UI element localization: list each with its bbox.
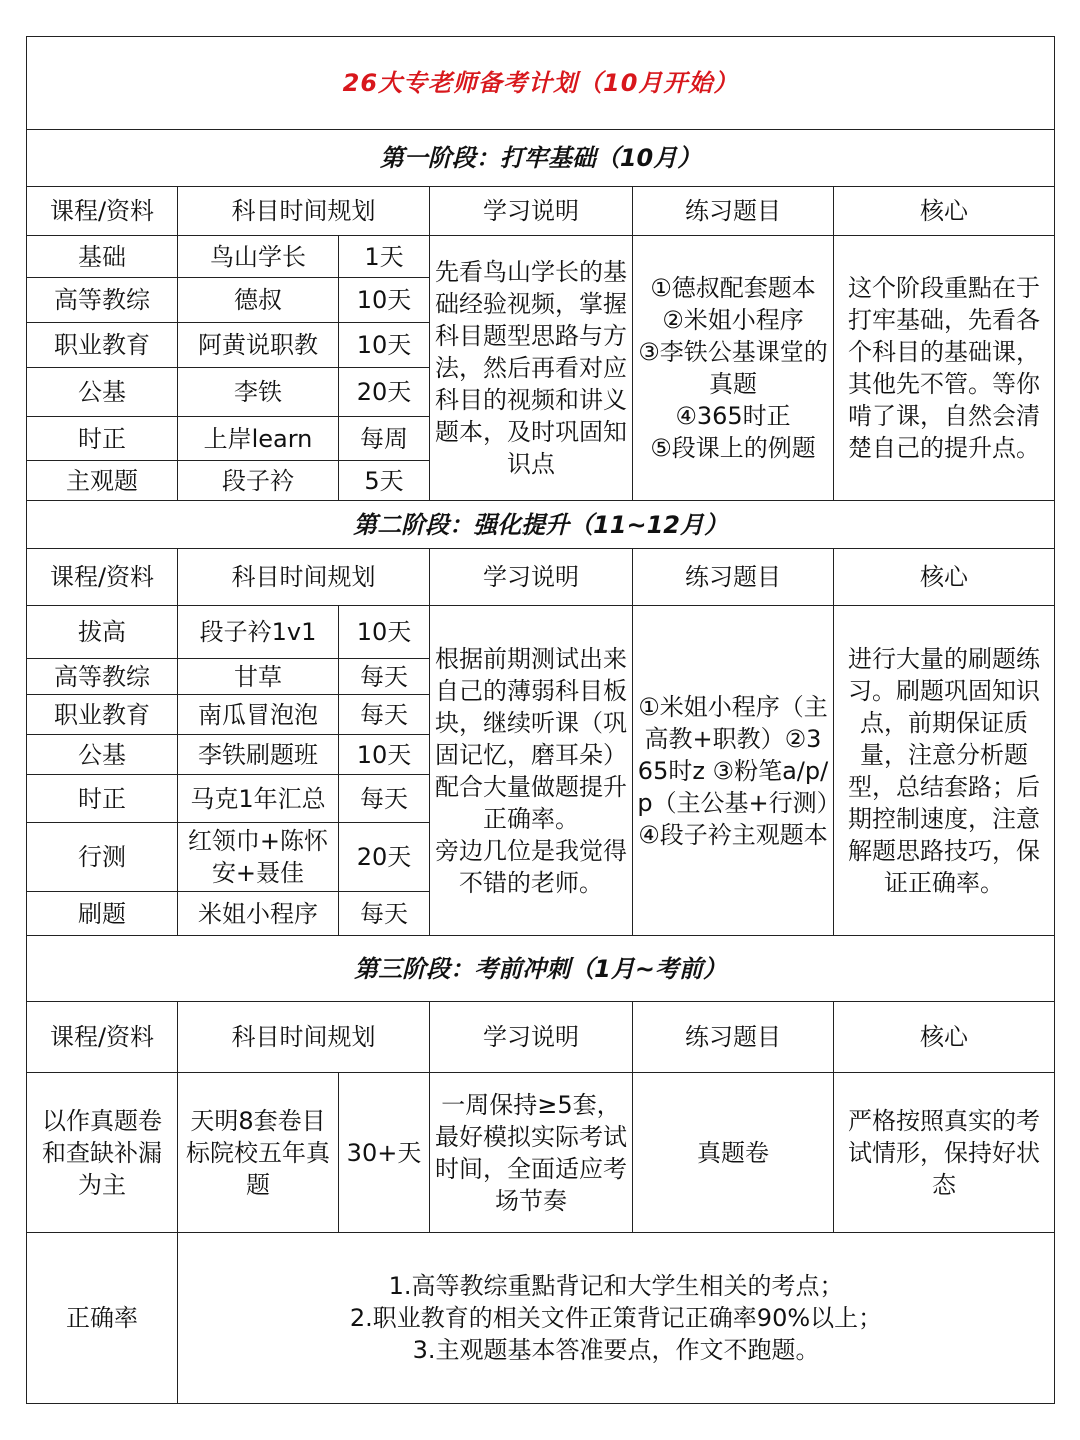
stage2-description bbox=[430, 606, 633, 936]
stage2-title: 第二阶段：强化提升（11~12月） bbox=[27, 501, 1055, 549]
accuracy-item: 2.职业教育的相关文件正策背记正确率90%以上； bbox=[349, 1304, 883, 1332]
time-cell: 10天 bbox=[339, 606, 430, 659]
exercise-item: ②米姐小程序 bbox=[662, 306, 804, 334]
time-cell: 每天 bbox=[339, 659, 430, 695]
time-cell: 10天 bbox=[339, 735, 430, 775]
teacher-text: 红领巾+陈怀安+聂佳 bbox=[187, 827, 329, 887]
teacher-cell: 段子衿1v1 bbox=[178, 606, 339, 659]
stage1-title-row bbox=[27, 130, 1055, 187]
course-cell: 行测 bbox=[27, 823, 178, 892]
course-cell: 拔高 bbox=[27, 606, 178, 659]
header-description: 学习说明 bbox=[430, 549, 633, 606]
course-cell: 公基 bbox=[27, 368, 178, 417]
time-cell: 5天 bbox=[339, 461, 430, 501]
header-exercises: 练习题目 bbox=[633, 187, 834, 236]
header-description: 学习说明 bbox=[430, 1002, 633, 1073]
teacher-cell: 德叔 bbox=[178, 278, 339, 323]
stage1-description-text: 先看鸟山学长的基础经验视频，掌握科目题型思路与方法，然后再看对应科目的视频和讲义题本，及时巩固知识点 bbox=[435, 258, 627, 478]
course-cell: 职业教育 bbox=[27, 695, 178, 735]
course-cell: 基础 bbox=[27, 236, 178, 278]
stage3-title: 第三阶段：考前冲刺（1月~考前） bbox=[27, 936, 1055, 1002]
time-cell: 10天 bbox=[339, 278, 430, 323]
time-cell: 10天 bbox=[339, 323, 430, 368]
stage3-core-text: 严格按照真实的考试情形，保持好状态 bbox=[848, 1106, 1041, 1199]
header-description: 学习说明 bbox=[430, 187, 633, 236]
stage2-exercises-text: ①米姐小程序（主高教+职教）②365时z ③粉笔a/p/p（主公基+行测）④段子衿主观题本 bbox=[637, 692, 829, 849]
stage2-row bbox=[27, 606, 1055, 659]
time-cell: 每天 bbox=[339, 892, 430, 936]
header-core: 核心 bbox=[834, 1002, 1055, 1073]
course-cell: 公基 bbox=[27, 735, 178, 775]
time-cell: 每周 bbox=[339, 417, 430, 461]
stage2-core-text: 进行大量的刷题练习。刷题巩固知识点，前期保证质量，注意分析题型，总结套路；后期控制速度，注意解题思路技巧，保证正确率。 bbox=[848, 644, 1041, 897]
stage3-exercises: 真题卷 bbox=[633, 1073, 834, 1233]
accuracy-items bbox=[178, 1233, 1055, 1404]
teacher-cell: 鸟山学长 bbox=[178, 236, 339, 278]
stage2-header-row bbox=[27, 549, 1055, 606]
stage1-exercises bbox=[633, 236, 834, 501]
stage3-header-row bbox=[27, 1002, 1055, 1073]
exercise-item: ③李铁公基课堂的真题 bbox=[638, 338, 828, 398]
header-course: 课程/资料 bbox=[27, 1002, 178, 1073]
header-course: 课程/资料 bbox=[27, 549, 178, 606]
stage2-core bbox=[834, 606, 1055, 936]
stage1-header-row bbox=[27, 187, 1055, 236]
header-exercises: 练习题目 bbox=[633, 549, 834, 606]
teacher-cell: 南瓜冒泡泡 bbox=[178, 695, 339, 735]
study-plan-table bbox=[26, 36, 1055, 1404]
teacher-cell: 米姐小程序 bbox=[178, 892, 339, 936]
accuracy-item: 3.主观题基本答准要点，作文不跑题。 bbox=[412, 1336, 820, 1364]
header-schedule: 科目时间规划 bbox=[178, 549, 430, 606]
exercise-item: ⑤段课上的例题 bbox=[650, 434, 816, 462]
time-cell: 每天 bbox=[339, 695, 430, 735]
header-core: 核心 bbox=[834, 187, 1055, 236]
time-cell: 20天 bbox=[339, 368, 430, 417]
stage2-exercises bbox=[633, 606, 834, 936]
title-row bbox=[27, 37, 1055, 130]
stage3-description-text: 一周保持≥5套，最好模拟实际考试时间，全面适应考场节奏 bbox=[435, 1090, 627, 1215]
stage2-title-row bbox=[27, 501, 1055, 549]
time-cell: 20天 bbox=[339, 823, 430, 892]
header-core: 核心 bbox=[834, 549, 1055, 606]
stage3-description bbox=[430, 1073, 633, 1233]
stage1-row bbox=[27, 236, 1055, 278]
stage1-title: 第一阶段：打牢基础（10月） bbox=[27, 130, 1055, 187]
course-cell: 时正 bbox=[27, 417, 178, 461]
teacher-cell: 马克1年汇总 bbox=[178, 775, 339, 823]
stage3-teacher-text: 天明8套卷目标院校五年真题 bbox=[186, 1106, 330, 1199]
teacher-cell: 阿黄说职教 bbox=[178, 323, 339, 368]
stage3-time: 30+天 bbox=[339, 1073, 430, 1233]
course-cell: 高等教综 bbox=[27, 659, 178, 695]
stage3-teacher bbox=[178, 1073, 339, 1233]
accuracy-item: 1.高等教综重點背记和大学生相关的考点； bbox=[388, 1272, 844, 1300]
header-course: 课程/资料 bbox=[27, 187, 178, 236]
stage2-description-text: 根据前期测试出来自己的薄弱科目板块，继续听课（巩固记忆，磨耳朵）配合大量做题提升正确率。 bbox=[435, 644, 627, 833]
stage3-course-text: 以作真题卷和查缺补漏为主 bbox=[42, 1106, 162, 1199]
teacher-cell: 李铁 bbox=[178, 368, 339, 417]
stage1-core-text: 这个阶段重點在于打牢基础，先看各个科目的基础课，其他先不管。等你啃了课，自然会清楚自己的提升点。 bbox=[848, 274, 1041, 462]
stage3-course bbox=[27, 1073, 178, 1233]
header-schedule: 科目时间规划 bbox=[178, 1002, 430, 1073]
header-exercises: 练习题目 bbox=[633, 1002, 834, 1073]
course-cell: 时正 bbox=[27, 775, 178, 823]
page-title: 26大专老师备考计划（10月开始） bbox=[27, 37, 1055, 130]
stage3-core bbox=[834, 1073, 1055, 1233]
course-cell: 高等教综 bbox=[27, 278, 178, 323]
stage1-description bbox=[430, 236, 633, 501]
course-cell: 主观题 bbox=[27, 461, 178, 501]
teacher-cell bbox=[178, 823, 339, 892]
teacher-cell: 段子衿 bbox=[178, 461, 339, 501]
time-cell: 每天 bbox=[339, 775, 430, 823]
accuracy-row bbox=[27, 1233, 1055, 1404]
course-cell: 职业教育 bbox=[27, 323, 178, 368]
course-cell: 刷题 bbox=[27, 892, 178, 936]
teacher-cell: 甘草 bbox=[178, 659, 339, 695]
time-cell: 1天 bbox=[339, 236, 430, 278]
accuracy-label: 正确率 bbox=[27, 1233, 178, 1404]
stage3-row bbox=[27, 1073, 1055, 1233]
stage2-description-note: 旁边几位是我觉得不错的老师。 bbox=[435, 836, 627, 897]
stage3-title-row bbox=[27, 936, 1055, 1002]
stage1-core bbox=[834, 236, 1055, 501]
teacher-cell: 上岸learn bbox=[178, 417, 339, 461]
header-schedule: 科目时间规划 bbox=[178, 187, 430, 236]
exercise-item: ④365时正 bbox=[675, 402, 791, 430]
teacher-cell: 李铁刷题班 bbox=[178, 735, 339, 775]
study-plan-sheet bbox=[26, 36, 1054, 1404]
exercise-item: ①德叔配套题本 bbox=[650, 274, 816, 302]
